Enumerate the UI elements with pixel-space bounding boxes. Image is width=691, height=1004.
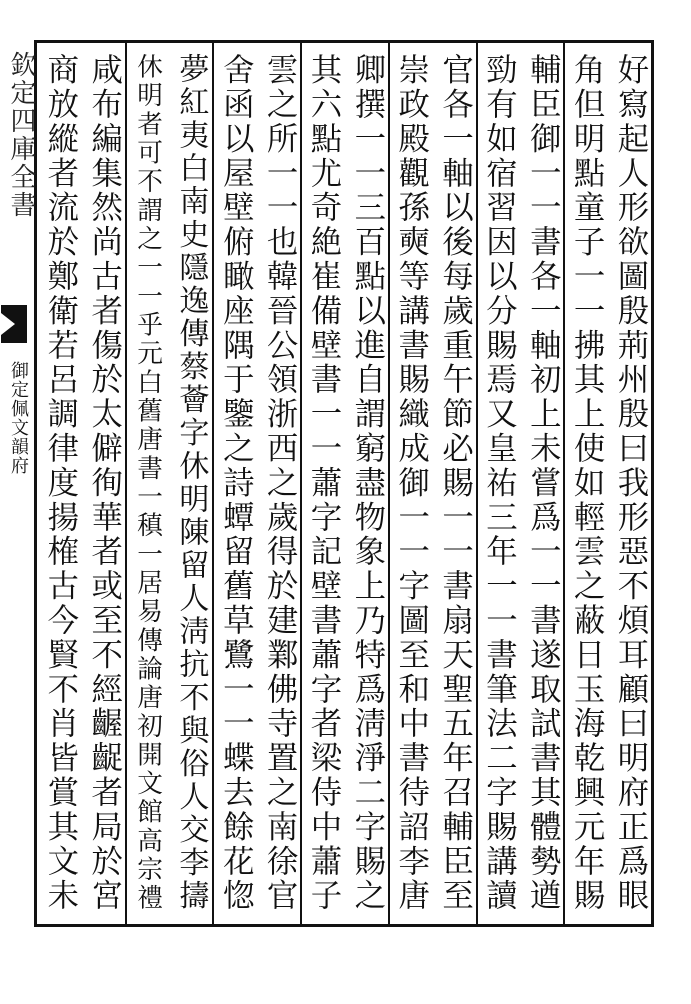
text-column-3: 輔臣御一一書各一軸初上未嘗爲一一書遂取試書其體勢遒 [524, 53, 561, 913]
text-column-13: 咸布編集然尚古者傷於太僻徇華者或至不經齷齪者局於宮 [85, 53, 122, 913]
book-title: 御定佩文韻府 [8, 361, 29, 475]
text-column-4: 勁有如宿習因以分賜焉又皇祐三年一一書筆法二字賜講讀 [480, 53, 517, 913]
text-column-8: 其六點尤奇絶崔備壁書一一蕭字記壁書蕭字者梁侍中蕭子 [304, 53, 341, 913]
column-rule [300, 43, 302, 924]
text-column-9: 雲之所一一也韓晉公領浙西之歲得於建鄴佛寺置之南徐官 [261, 53, 298, 913]
text-column-6: 崇政殿觀孫奭等講書賜織成御一一字圖至和中書待詔李唐 [392, 53, 429, 913]
text-column-12: 休明者可不謂之一一乎元白舊唐書一稹一居易傳論唐初開文館高宗禮 [132, 53, 163, 913]
margin-column [1, 43, 35, 930]
column-rule [125, 43, 127, 924]
text-column-7: 卿撰一一三百點以進自謂窮盡物象上乃特爲淸淨二字賜之 [348, 53, 385, 913]
column-rule [476, 43, 478, 924]
text-column-5: 官各一軸以後每歲重午節必賜一一書扇天聖五年召輔臣至 [436, 53, 473, 913]
column-rule [212, 43, 214, 924]
text-column-14: 商放縱者流於鄭衛若呂調律度揚榷古今賢不肖皆賞其文未 [41, 53, 78, 913]
text-column-2: 角但明點童子一一拂其上使如輕雲之蔽日玉海乾興元年賜 [568, 53, 605, 913]
column-rule [388, 43, 390, 924]
text-frame [6, 40, 654, 927]
fish-tail-mark-icon [1, 305, 27, 343]
text-column-1: 好寫起人形欲圖殷荊州殷曰我形惡不煩耳顧曰明府正爲眼 [611, 53, 648, 913]
text-column-11: 夢紅夷白南史隱逸傳蔡薈字休明陳留人淸抗不與俗人交李擣 [173, 53, 209, 913]
column-rule [563, 43, 565, 924]
collection-title: 欽定四庫全書 [6, 51, 36, 219]
text-column-10: 舍函以屋壁俯瞰座隅于鑒之詩蟫留舊草鷺一一蝶去餘花惚 [217, 53, 254, 913]
